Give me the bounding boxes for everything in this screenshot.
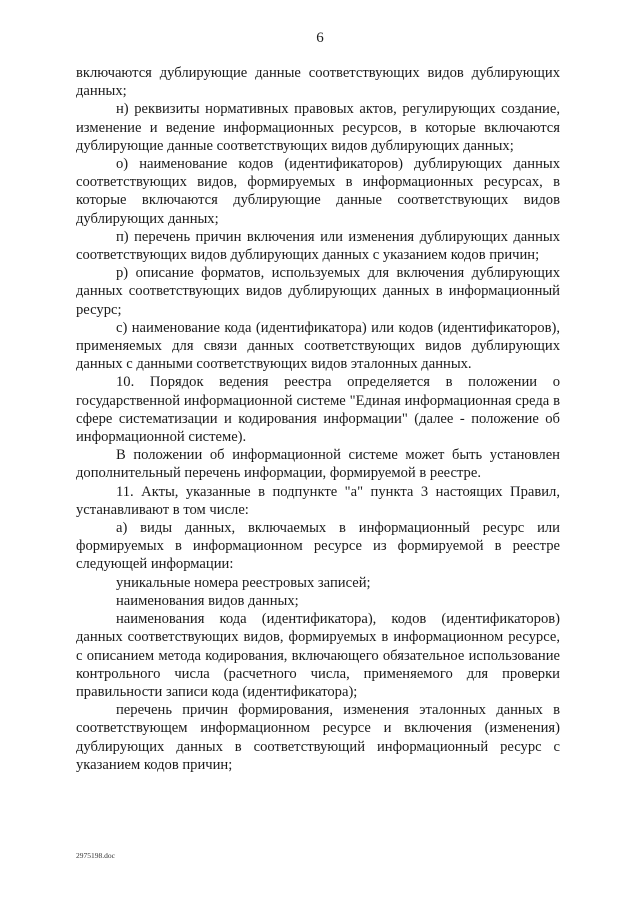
paragraph-item-r: р) описание форматов, используемых для включения дублирующих данных соответствующих видов дублирующих данных в информационный ресурс; — [76, 265, 560, 318]
paragraph-clause-11: 11. Акты, указанные в подпункте "а" пункта 3 настоящих Правил, устанавливают в том числе: — [76, 483, 560, 518]
paragraph-item-a: а) виды данных, включаемых в информационный ресурс или формируемых в информационном ресурсе из формируемой в реестре следующей информации: — [76, 520, 560, 573]
paragraph-record-numbers: уникальные номера реестровых записей; — [116, 574, 371, 591]
paragraph-item-s: с) наименование кода (идентификатора) или кодов (идентификаторов), применяемых для связи данных соответствующих видов дублирующих данных с данными соответствующих видов эталонных данных. — [76, 319, 560, 373]
page-number: 6 — [316, 30, 324, 46]
paragraph-item-p: п) перечень причин включения или изменения дублирующих данных соответствующих видов дублирующих данных с указанием кодов причин; — [76, 228, 560, 264]
document-body — [76, 64, 560, 774]
paragraph-item-o: о) наименование кодов (идентификаторов) дублирующих данных соответствующих видов, формируемых в информационных ресурсах, в которые включаются дублирующие данные соответствующих видов дублирующих данных; — [76, 156, 560, 227]
paragraph-code-names: наименования кода (идентификатора), кодов (идентификаторов) данных соответствующих видов, формируемых в информационном ресурсе, с описанием метода кодирования, включающего обязательное использование контрольного числа (расчетного числа, применяемого для проверки правильности записи кода (идентификатора); — [76, 611, 560, 700]
footer-file-name: 2975198.doc — [76, 851, 115, 860]
paragraph-continuation: включаются дублирующие данные соответствующих видов дублирующих данных; — [76, 65, 560, 100]
paragraph-clause-10: 10. Порядок ведения реестра определяется в положении о государственной информационной системе "Единая информационная среда в сфере систематизации и кодирования информации" (далее - положение об информационной системе). — [76, 374, 560, 446]
paragraph-item-n: н) реквизиты нормативных правовых актов, регулирующих создание, изменение и ведение информационных ресурсов, в которые включаются дублирующие данные соответствующих видов дублирующих данных; — [76, 101, 560, 154]
paragraph-reasons-list: перечень причин формирования, изменения эталонных данных в соответствующем информационном ресурсе и включения (изменения) дублирующих данных в соответствующий информационный ресурс с указанием кодов причин; — [76, 702, 560, 773]
paragraph-data-type-names: наименования видов данных; — [116, 592, 299, 609]
paragraph-clause-10-addition: В положении об информационной системе может быть установлен дополнительный перечень информации, формируемой в реестре. — [76, 447, 560, 482]
